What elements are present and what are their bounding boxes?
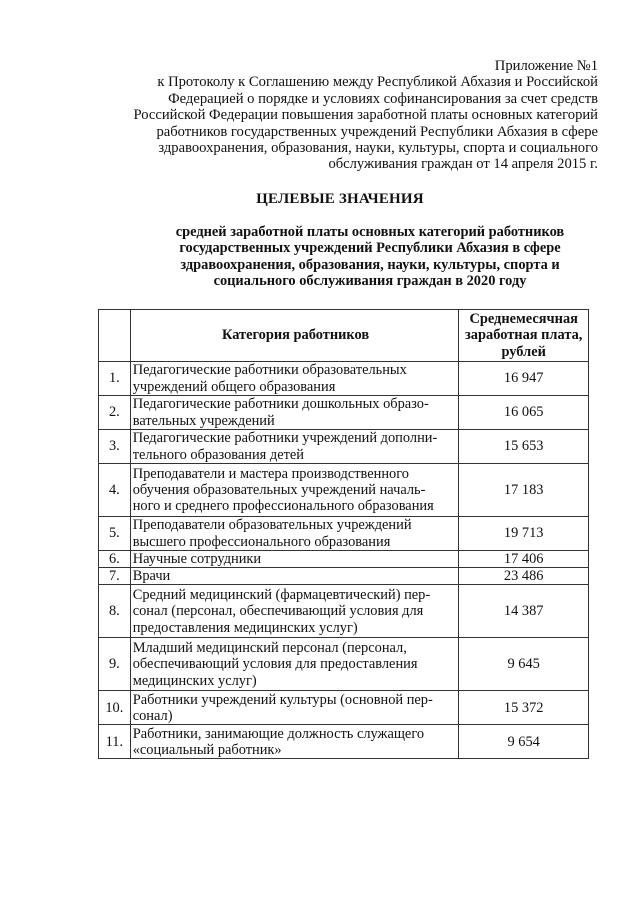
row-number: 11. xyxy=(99,725,131,759)
row-number: 10. xyxy=(99,691,131,725)
document-subtitle xyxy=(100,224,640,290)
annex-header xyxy=(78,58,598,173)
table-row xyxy=(99,725,589,759)
row-value: 9 654 xyxy=(459,725,589,759)
subtitle-line: социального обслуживания граждан в 2020 году xyxy=(213,273,527,290)
annex-line: здравоохранения, образования, науки, культуры, спорта и социального xyxy=(158,140,598,157)
row-category: Работники, занимающие должность служащего «социальный работник» xyxy=(130,725,459,759)
row-number: 4. xyxy=(99,464,131,517)
row-value: 17 183 xyxy=(459,464,589,517)
header-salary: Среднемесячная заработная плата, рублей xyxy=(459,310,589,362)
table-row xyxy=(99,585,589,638)
annex-line: обслуживания граждан от 14 апреля 2015 г. xyxy=(328,156,598,173)
row-category: Средний медицинский (фармацевтический) пер- сонал (персонал, обеспечивающий условия для предоставления медицинских услуг) xyxy=(130,585,459,638)
salary-table xyxy=(98,309,589,759)
header-category: Категория работников xyxy=(130,310,459,362)
row-value: 9 645 xyxy=(459,638,589,691)
row-number: 6. xyxy=(99,551,131,568)
table-row xyxy=(99,568,589,585)
subtitle-line: средней заработной платы основных категорий работников xyxy=(175,224,565,240)
row-category: Работники учреждений культуры (основной пер- сонал) xyxy=(130,691,459,725)
row-value: 15 653 xyxy=(459,430,589,464)
table-row xyxy=(99,517,589,551)
row-number: 8. xyxy=(99,585,131,638)
row-value: 15 372 xyxy=(459,691,589,725)
table-row xyxy=(99,551,589,568)
annex-line: Российской Федерации повышения заработной платы основных категорий xyxy=(133,107,598,124)
row-value: 19 713 xyxy=(459,517,589,551)
table-row xyxy=(99,464,589,517)
row-category: Преподаватели и мастера производственного обучения образовательных учреждений началь- ного и среднего профессионального образования xyxy=(130,464,459,517)
row-number: 9. xyxy=(99,638,131,691)
annex-line: работников государственных учреждений Республики Абхазия в сфере xyxy=(156,123,598,140)
row-category: Младший медицинский персонал (персонал, обеспечивающий условия для предоставления медицинских услуг) xyxy=(130,638,459,691)
row-category: Педагогические работники образовательных учреждений общего образования xyxy=(130,362,459,396)
annex-number: Приложение №1 xyxy=(494,58,598,74)
table-row xyxy=(99,396,589,430)
row-number: 2. xyxy=(99,396,131,430)
row-category: Врачи xyxy=(130,568,459,585)
row-category: Научные сотрудники xyxy=(130,551,459,568)
row-number: 3. xyxy=(99,430,131,464)
row-value: 23 486 xyxy=(459,568,589,585)
subtitle-line: здравоохранения, образования, науки, культуры, спорта и xyxy=(180,256,560,273)
row-number: 7. xyxy=(99,568,131,585)
table-row xyxy=(99,430,589,464)
annex-line: Федерацией о порядке и условиях софинансирования за счет средств xyxy=(168,90,598,107)
annex-line: к Протоколу к Соглашению между Республикой Абхазия и Российской xyxy=(157,74,598,91)
header-num xyxy=(99,310,131,362)
table-row xyxy=(99,638,589,691)
row-number: 5. xyxy=(99,517,131,551)
row-category: Педагогические работники дошкольных образо- вательных учреждений xyxy=(130,396,459,430)
row-value: 16 065 xyxy=(459,396,589,430)
row-category: Педагогические работники учреждений дополни- тельного образования детей xyxy=(130,430,459,464)
table-row xyxy=(99,362,589,396)
row-value: 14 387 xyxy=(459,585,589,638)
table-header-row xyxy=(99,310,589,362)
row-value: 17 406 xyxy=(459,551,589,568)
row-value: 16 947 xyxy=(459,362,589,396)
subtitle-line: государственных учреждений Республики Абхазия в сфере xyxy=(179,240,561,257)
row-category: Преподаватели образовательных учреждений высшего профессионального образования xyxy=(130,517,459,551)
document-title: ЦЕЛЕВЫЕ ЗНАЧЕНИЯ xyxy=(256,191,424,207)
table-row xyxy=(99,691,589,725)
row-number: 1. xyxy=(99,362,131,396)
